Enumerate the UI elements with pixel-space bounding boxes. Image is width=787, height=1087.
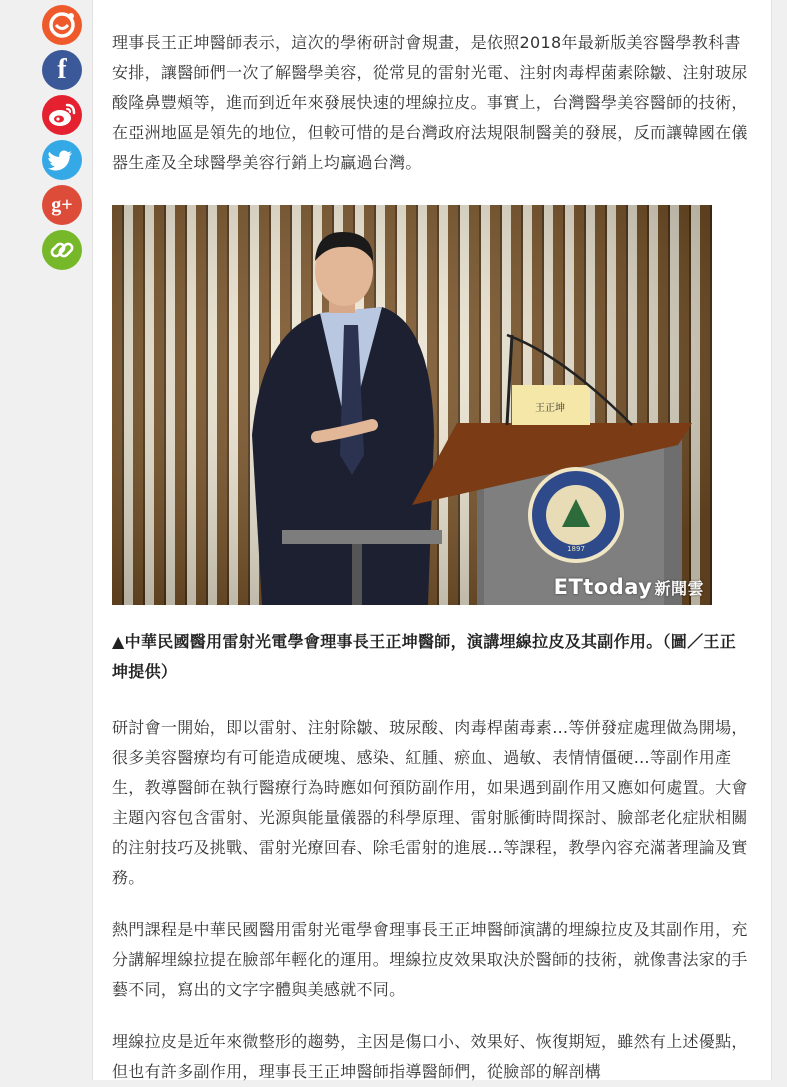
watermark-sub: 新聞雲 xyxy=(654,579,704,598)
google-plus-icon: g+ xyxy=(51,194,73,216)
ettoday-watermark xyxy=(554,575,704,599)
article-paragraph-3: 熱門課程是中華民國醫用雷射光電學會理事長王正坤醫師演講的埋線拉皮及其副作用，充分講解埋線拉提在臉部年輕化的運用。埋線拉皮效果取決於醫師的技術，就像書法家的手藝不同，寫出的文字字體與美感就不同。 xyxy=(112,920,748,999)
article-paragraph-2: 研討會一開始，即以雷射、注射除皺、玻尿酸、肉毒桿菌毒素…等併發症處理做為開場，很多美容醫療均有可能造成硬塊、感染、紅腫、瘀血、過敏、表情情僵硬…等副作用產生，教導醫師在執行醫療行為時應如何預防副作用，如果遇到副作用又應如何處置。大會主題內容包含雷射、光源與能量儀器的科學原理、雷射脈衝時間探討、臉部老化症狀相關的注射技巧及挑戰、雷射光療回春、除毛雷射的進展…等課程，教學內容充滿著理論及實務。 xyxy=(112,718,748,887)
link-icon xyxy=(42,230,82,270)
article-photo xyxy=(112,205,712,605)
watermark-brand: ETtoday xyxy=(553,575,653,599)
share-twitter-button[interactable] xyxy=(42,140,82,180)
article-paragraph-1: 理事長王正坤醫師表示，這次的學術研討會規畫，是依照2018年最新版美容醫學教科書安排，讓醫師們一次了解醫學美容，從常見的雷射光電、注射肉毒桿菌素除皺、注射玻尿酸隆鼻豐頰等，進而到近年來發展快速的埋線拉皮。事實上，台灣醫學美容醫師的技術，在亞洲地區是領先的地位，但較可惜的是台灣政府法規限制醫美的發展，反而讓韓國在儀器生產及全球醫學美容行銷上均贏過台灣。 xyxy=(112,33,748,172)
weibo-icon xyxy=(42,95,82,135)
share-facebook-button[interactable] xyxy=(42,50,82,90)
share-weibo-alt-button[interactable] xyxy=(42,5,82,45)
article-body xyxy=(112,28,752,1087)
twitter-icon xyxy=(42,140,82,180)
article-paragraph-4: 埋線拉皮是近年來微整形的趨勢，主因是傷口小、效果好、恢復期短，雖然有上述優點，但也有許多副作用，理事長王正坤醫師指導醫師們，從臉部的解剖構 xyxy=(112,1032,748,1081)
share-bar xyxy=(42,5,82,275)
share-weibo-button[interactable] xyxy=(42,95,82,135)
share-googleplus-button[interactable] xyxy=(42,185,82,225)
facebook-icon: f xyxy=(57,54,67,85)
speaker-photo xyxy=(112,205,712,605)
photo-caption: ▲中華民國醫用雷射光電學會理事長王正坤醫師，演講埋線拉皮及其副作用。（圖／王正坤提供） xyxy=(112,632,737,681)
share-link-button[interactable] xyxy=(42,230,82,270)
podium-nameplate: 王正坤 xyxy=(535,403,565,414)
seal-year: 1897 xyxy=(567,545,585,553)
circle-logo-icon xyxy=(42,5,82,45)
